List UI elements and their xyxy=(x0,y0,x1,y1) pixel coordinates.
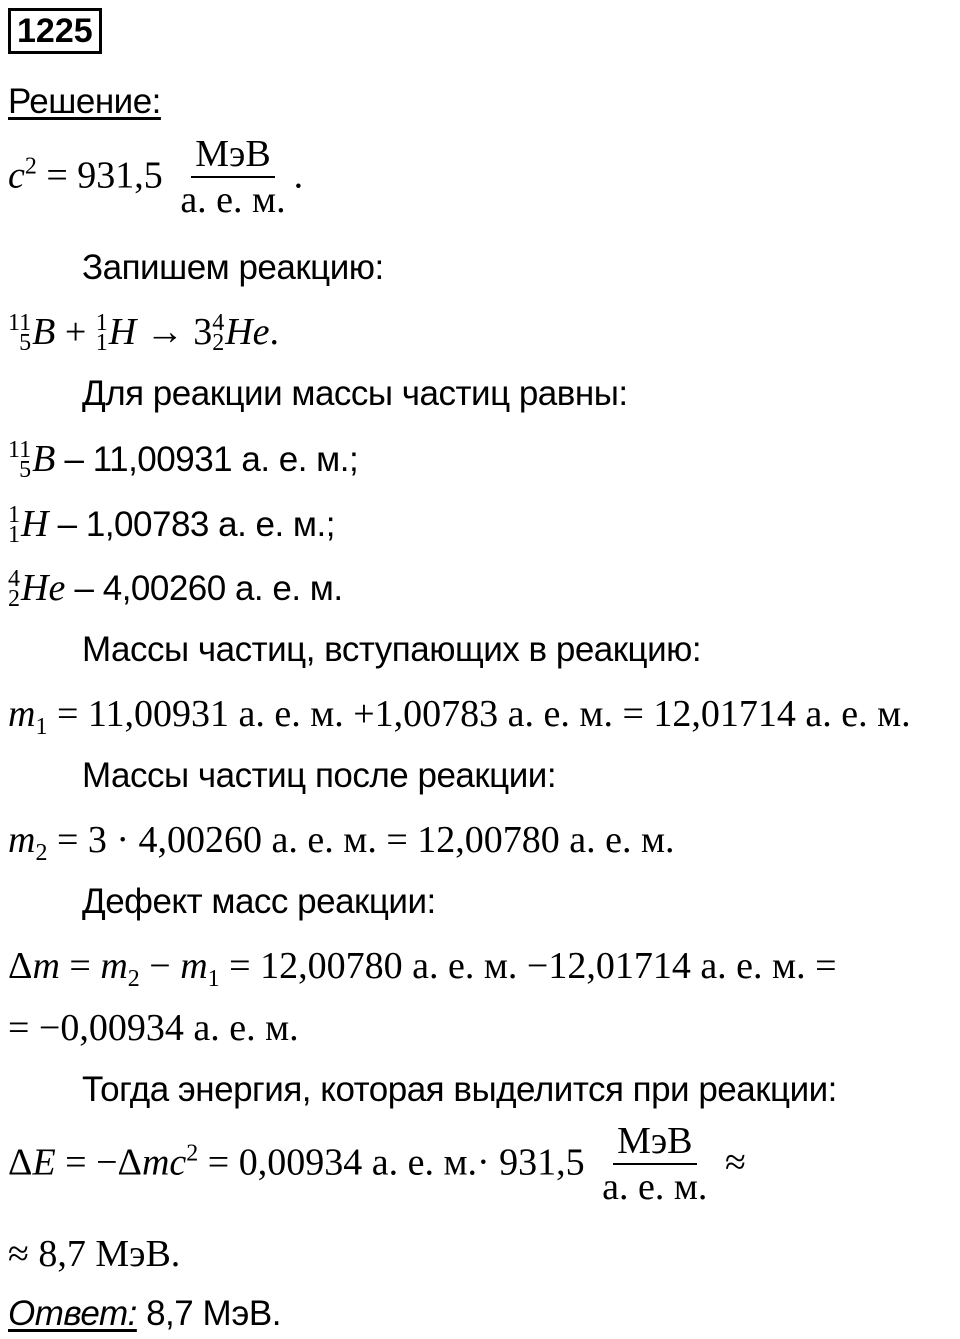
helium-charge-number: 2 xyxy=(212,330,225,357)
m1-subscript: 1 xyxy=(35,714,48,740)
helium-mass-number: 4 xyxy=(212,310,225,337)
write-reaction-line: Запишем реакцию: xyxy=(82,248,384,287)
energy-exponent: 2 xyxy=(186,1140,199,1167)
reaction-end: . xyxy=(269,311,280,353)
answer-value: 8,7 МэВ. xyxy=(136,1294,281,1333)
defect-m2: m xyxy=(100,945,128,987)
m2-variable: m xyxy=(8,819,36,861)
hydrogen-mass-number: 1 xyxy=(95,310,108,337)
defect-m1: m xyxy=(180,945,208,987)
c2-value: = 931,5 xyxy=(36,154,173,197)
defect-equals: = xyxy=(59,945,101,987)
energy-title-line: Тогда энергия, которая выделится при реакции: xyxy=(82,1070,837,1109)
answer-line xyxy=(8,1294,281,1334)
charge-number: 1 xyxy=(8,522,20,549)
m1-equation xyxy=(8,692,911,741)
c-exponent: 2 xyxy=(24,153,37,180)
m1-variable: m xyxy=(8,693,36,735)
mass-line-helium xyxy=(8,566,343,611)
c2-fraction-numerator: МэВ xyxy=(191,136,274,178)
defect-m1-subscript: 1 xyxy=(207,966,220,992)
solution-heading: Решение: xyxy=(8,82,161,121)
mass-number: 1 xyxy=(8,502,20,529)
reaction-plus: + xyxy=(55,311,96,353)
helium-symbol: He xyxy=(225,311,270,353)
element-symbol: H xyxy=(21,503,49,545)
delta-symbol: Δ xyxy=(8,945,33,987)
m2-subscript: 2 xyxy=(35,840,48,866)
after-reaction-line: Массы частиц после реакции: xyxy=(82,756,557,795)
boron-mass-number: 11 xyxy=(8,310,32,337)
boron-symbol: B xyxy=(32,311,56,353)
defect-result: = −0,00934 а. е. м. xyxy=(8,1007,299,1049)
answer-label: Ответ: xyxy=(8,1294,137,1333)
element-symbol: He xyxy=(21,567,66,609)
energy-fraction-denominator: а. е. м. xyxy=(602,1166,708,1208)
helium-nuclide xyxy=(212,310,225,357)
mass-line-nuclide xyxy=(8,437,32,484)
reaction-equation xyxy=(8,310,279,355)
c2-fraction xyxy=(176,133,289,221)
defect-equation xyxy=(8,944,837,993)
defect-title-line: Дефект масс реакции: xyxy=(82,882,436,921)
mass-number: 4 xyxy=(8,566,20,593)
energy-delta: Δ xyxy=(8,1141,33,1184)
energy-mc: mc xyxy=(141,1141,187,1184)
m1-expression: = 11,00931 а. е. м. +1,00783 а. е. м. = 12,01714 а. е. м. xyxy=(47,693,911,735)
mass-number: 11 xyxy=(8,437,32,464)
mass-line-nuclide xyxy=(8,502,20,549)
charge-number: 2 xyxy=(8,586,20,613)
mass-line-hydrogen xyxy=(8,502,335,547)
mass-value: – 1,00783 а. е. м.; xyxy=(48,505,335,544)
energy-result: ≈ 8,7 МэВ. xyxy=(8,1233,181,1275)
mass-value: – 4,00260 а. е. м. xyxy=(65,569,343,608)
reaction-arrow: → 3 xyxy=(136,311,213,353)
mass-value: – 11,00931 а. е. м.; xyxy=(55,440,359,479)
energy-equals: = −Δ xyxy=(55,1141,142,1184)
hydrogen-charge-number: 1 xyxy=(95,330,108,357)
c2-end: . xyxy=(293,154,304,197)
energy-variable: E xyxy=(32,1141,56,1184)
energy-expression: = 0,00934 а. е. м.· 931,5 xyxy=(198,1141,595,1184)
c2-fraction-denominator: а. е. м. xyxy=(180,179,286,221)
m2-equation xyxy=(8,818,675,867)
masses-intro-line: Для реакции массы частиц равны: xyxy=(82,374,628,413)
boron-charge-number: 5 xyxy=(19,330,32,357)
c2-formula xyxy=(8,133,304,221)
charge-number: 5 xyxy=(19,457,32,484)
before-reaction-line: Массы частиц, вступающих в реакцию: xyxy=(82,630,702,669)
defect-variable: m xyxy=(32,945,60,987)
hydrogen-nuclide xyxy=(95,310,108,357)
energy-fraction xyxy=(598,1120,711,1208)
c-symbol: c xyxy=(8,154,25,197)
defect-expression: = 12,00780 а. е. м. −12,01714 а. е. м. = xyxy=(219,945,837,987)
m2-expression: = 3 · 4,00260 а. е. м. = 12,00780 а. е. м. xyxy=(47,819,675,861)
boron-nuclide xyxy=(8,310,32,357)
defect-m2-subscript: 2 xyxy=(127,966,140,992)
element-symbol: B xyxy=(32,438,56,480)
mass-line-nuclide xyxy=(8,566,20,613)
defect-minus: − xyxy=(139,945,181,987)
hydrogen-symbol: H xyxy=(108,311,137,353)
problem-number: 1225 xyxy=(8,8,102,54)
energy-fraction-numerator: МэВ xyxy=(613,1123,696,1165)
energy-equation xyxy=(8,1120,746,1208)
energy-approx: ≈ xyxy=(715,1141,746,1184)
mass-line-boron xyxy=(8,437,358,482)
